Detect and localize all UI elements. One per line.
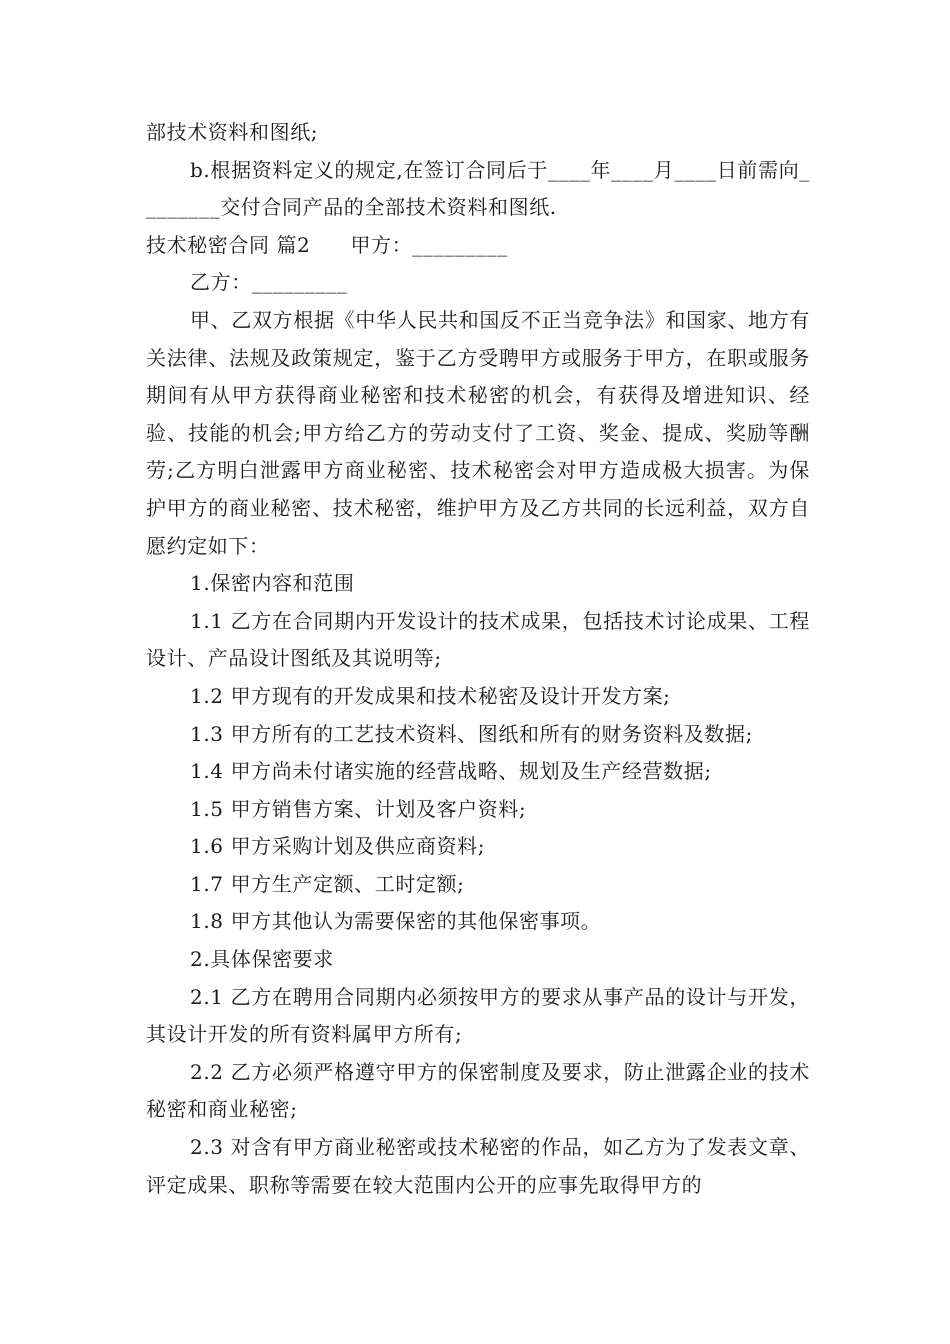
clause-1-1: 1.1 乙方在合同期内开发设计的技术成果，包括技术讨论成果、工程设计、产品设计图纸及其说明等;: [146, 608, 810, 671]
paragraph-1: 部技术资料和图纸;: [146, 120, 319, 144]
section-title: 技术秘密合同 篇2: [146, 232, 311, 257]
clause-1-6: 1.6 甲方采购计划及供应商资料;: [190, 834, 486, 859]
section-title-row: [146, 227, 810, 265]
clause-2-2: 2.2 乙方必须严格遵守甲方的保密制度及要求，防止泄露企业的技术秘密和商业秘密;: [146, 1059, 810, 1122]
party-b-field: 乙方：_________: [190, 270, 348, 295]
paragraph-2: b.根据资料定义的规定,在签订合同后于____年____月____日前需向________交付合同产品的全部技术资料和图纸.: [146, 157, 810, 220]
party-a-field: 甲方：_________: [350, 232, 508, 257]
clause-1-3: 1.3 甲方所有的工艺技术资料、图纸和所有的财务资料及数据;: [190, 721, 753, 746]
clause-1-2: 1.2 甲方现有的开发成果和技术秘密及设计开发方案;: [190, 683, 671, 708]
clause-1-7: 1.7 甲方生产定额、工时定额;: [190, 871, 465, 896]
clause-1-4: 1.4 甲方尚未付诸实施的经营战略、规划及生产经营数据;: [190, 759, 712, 784]
clause-1-heading: 1.保密内容和范围: [190, 571, 355, 596]
clause-2-3: 2.3 对含有甲方商业秘密或技术秘密的作品，如乙方为了发表文章、评定成果、职称等需要在较大范围内公开的应事先取得甲方的: [146, 1135, 810, 1197]
clause-1-8: 1.8 甲方其他认为需要保密的其他保密事项。: [190, 909, 602, 934]
clause-1-5: 1.5 甲方销售方案、计划及客户资料;: [190, 796, 527, 821]
clause-2-1: 2.1 乙方在聘用合同期内必须按甲方的要求从事产品的设计与开发，其设计开发的所有资料属甲方所有;: [146, 984, 810, 1047]
document-body: [146, 114, 810, 1204]
clause-2-heading: 2.具体保密要求: [190, 947, 334, 972]
preamble-paragraph: 甲、乙双方根据《中华人民共和国反不正当竞争法》和国家、地方有关法律、法规及政策规定，鉴于乙方受聘甲方或服务于甲方，在职或服务期间有从甲方获得商业秘密和技术秘密的机会，有获得及增进知识、经验、技能的机会;甲方给乙方的劳动支付了工资、奖金、提成、奖励等酬劳;乙方明白泄露甲方商业秘密、技术秘密会对甲方造成极大损害。为保护甲方的商业秘密、技术秘密，维护甲方及乙方共同的长远利益，双方自愿约定如下：: [146, 307, 810, 558]
